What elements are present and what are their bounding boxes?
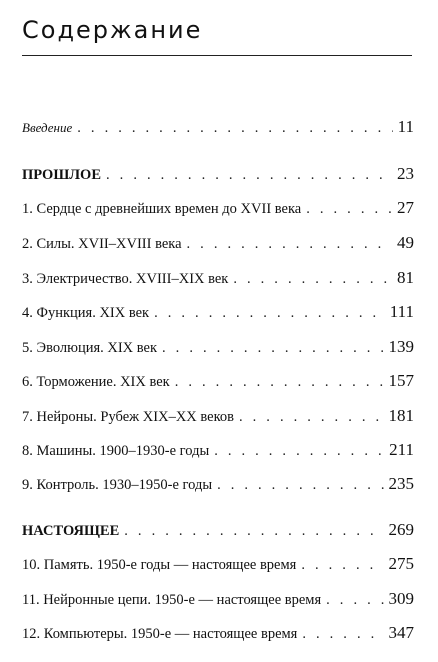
dot-leader <box>175 374 384 391</box>
toc-page-number: 309 <box>388 589 414 608</box>
toc-entry-label: 1. Сердце с древнейших времен до XVII века <box>22 201 302 217</box>
dot-leader <box>217 477 383 494</box>
dot-leader <box>326 592 383 609</box>
toc-page-number: 157 <box>388 371 414 390</box>
toc-entry-chapter-7[interactable] <box>22 406 414 426</box>
dot-leader <box>301 557 383 574</box>
toc-part-present[interactable] <box>22 520 414 540</box>
dot-leader <box>302 626 383 643</box>
toc-page-number: 181 <box>388 406 414 425</box>
toc-entry-chapter-4[interactable] <box>22 302 414 322</box>
toc-entry-label: 8. Машины. 1900–1930-е годы <box>22 443 210 459</box>
toc-page-number: 111 <box>389 302 414 321</box>
toc-entry-label: НАСТОЯЩЕЕ <box>22 523 120 539</box>
toc-part-past[interactable] <box>22 164 414 184</box>
toc-entry-chapter-3[interactable] <box>22 268 414 288</box>
dot-leader <box>187 236 392 253</box>
toc-entry-label: Введение <box>22 120 73 135</box>
toc-page-number: 269 <box>388 520 414 539</box>
toc-entry-label: 7. Нейроны. Рубеж XIX–XX веков <box>22 409 234 425</box>
toc-page-number: 49 <box>397 233 414 252</box>
toc-entry-label: 5. Эволюция. XIX век <box>22 340 158 356</box>
dot-leader <box>154 305 385 322</box>
toc-entry-chapter-1[interactable] <box>22 198 414 218</box>
toc-entry-label: 2. Силы. XVII–XVIII века <box>22 236 182 252</box>
toc-entry-chapter-2[interactable] <box>22 233 414 253</box>
dot-leader <box>106 167 392 184</box>
toc-page-number: 23 <box>397 164 414 183</box>
toc-entry-label: ПРОШЛОЕ <box>22 167 102 183</box>
page-title: Содержание <box>22 16 203 44</box>
toc-entry-label: 10. Память. 1950-е годы — настоящее время <box>22 557 297 573</box>
dot-leader <box>306 201 392 218</box>
toc-entry-chapter-8[interactable] <box>22 440 414 460</box>
dot-leader <box>239 409 384 426</box>
toc-entry-label: 4. Функция. XIX век <box>22 305 150 321</box>
toc-entry-chapter-5[interactable] <box>22 337 414 357</box>
toc-entry-label: 6. Торможение. XIX век <box>22 374 170 390</box>
toc-entry-label: 11. Нейронные цепи. 1950-е — настоящее время <box>22 592 322 608</box>
toc-entry-chapter-11[interactable] <box>22 589 414 609</box>
toc-entry-label: 3. Электричество. XVIII–XIX век <box>22 271 229 287</box>
toc-entry-chapter-6[interactable] <box>22 371 414 391</box>
dot-leader <box>77 120 392 137</box>
toc-entry-label: 12. Компьютеры. 1950-е — настоящее время <box>22 626 298 642</box>
toc-page-number: 27 <box>397 198 414 217</box>
dot-leader <box>214 443 384 460</box>
dot-leader <box>233 271 392 288</box>
toc-entry-chapter-9[interactable] <box>22 474 414 494</box>
toc-page-number: 81 <box>397 268 414 287</box>
dot-leader <box>162 340 383 357</box>
dot-leader <box>124 523 383 540</box>
title-divider <box>22 55 412 56</box>
toc-page-number: 139 <box>388 337 414 356</box>
toc-page-number: 235 <box>388 474 414 493</box>
toc-entry-intro[interactable] <box>22 117 414 137</box>
toc-page-number: 347 <box>388 623 414 642</box>
toc-page-number: 11 <box>397 117 414 136</box>
toc-entry-chapter-10[interactable] <box>22 554 414 574</box>
toc-page-number: 211 <box>389 440 414 459</box>
toc-page-number: 275 <box>388 554 414 573</box>
toc-entry-label: 9. Контроль. 1930–1950-е годы <box>22 477 213 493</box>
toc-entry-chapter-12[interactable] <box>22 623 414 643</box>
